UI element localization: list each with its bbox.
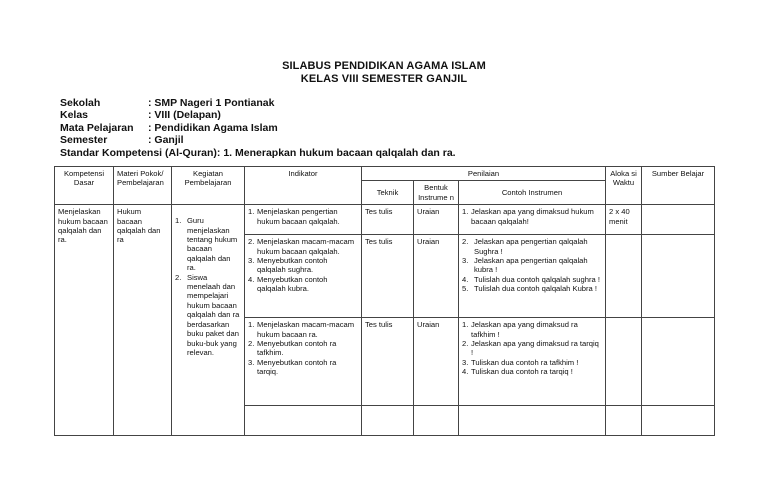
list-item: 5. Tulislah dua contoh qalqalah Kubra ! [462,284,597,294]
meta-key: Mata Pelajaran [60,121,134,134]
cell-indikator [245,205,362,235]
list-item: 3. Jelaskan apa pengertian qalqalah kubra ! [462,256,588,275]
meta-value: : VIII (Delapan) [148,109,221,122]
cell-teknik: Tes tulis [362,205,414,235]
cell-alokasi: 2 x 40 menit [606,205,642,235]
meta-key: Kelas [60,109,89,122]
cell-contoh [459,205,606,235]
cell-bentuk: Uraian [414,205,459,235]
header-row [55,167,715,181]
col-kegiatan: Kegiatan Pembelajaran [172,167,245,205]
table-row [55,205,715,235]
meta-key: Sekolah [60,97,101,109]
cell-teknik: Tes tulis [362,235,414,318]
list-item: 1. Menjelaskan pengertian hukum bacaan qalqalah. [248,207,340,226]
cell-materi: Hukum bacaan qalqalah dan ra [114,205,172,436]
list-item: 1. Jelaskan apa yang dimaksud hukum bacaan qalqalah! [462,207,594,226]
meta-row-sekolah [60,97,456,109]
cell-teknik: Tes tulis [362,318,414,406]
col-kompetensi: Kompetensi Dasar [55,167,114,205]
list-item: 1. Jelaskan apa yang dimaksud ra tafkhim ! [462,320,578,339]
list-item: 4. Tulislah dua contoh qalqalah sughra ! [462,274,600,284]
cell-sumber [642,406,715,436]
list-item: 1. Menjelaskan macam-macam hukum bacaan ra. [248,320,355,339]
cell-alokasi [606,318,642,406]
list-item: 2. Jelaskan apa pengertian qalqalah Sughra ! [462,237,588,256]
meta-row-mapel [60,122,456,134]
cell-bentuk: Uraian [414,235,459,318]
cell-alokasi [606,406,642,436]
col-alokasi: Aloka si Waktu [606,167,642,205]
meta-value: : Ganjil [148,134,184,147]
list-item: 2. Menyebutkan contoh ra tafkhim. [248,339,337,358]
cell-kegiatan [172,205,245,436]
document-subtitle: KELAS VIII SEMESTER GANJIL [300,73,468,85]
list-item: 2. Siswa menelaah dan mempelajari hukum bacaan qalqalah dan ra berdasarkan buku paket dan buku-buk yang relevan. [175,272,240,357]
meta-row-kelas [60,109,456,121]
syllabus-table [54,166,715,436]
col-teknik: Teknik [362,181,414,205]
list-item: 3. Menyebutkan contoh ra tarqiq. [248,357,337,377]
col-indikator: Indikator [245,167,362,205]
syllabus-meta [60,97,456,159]
cell-sumber [642,318,715,406]
cell-alokasi [606,235,642,318]
list-item: 4. Menyebutkan contoh qalqalah kubra. [248,274,328,294]
cell-sumber [642,205,715,235]
cell-contoh [459,318,606,406]
document-title: SILABUS PENDIDIKAN AGAMA ISLAM [282,60,486,72]
meta-value: : SMP Nageri 1 Pontianak [148,97,275,109]
cell-contoh [459,406,606,436]
meta-key: Semester [60,134,108,147]
col-materi: Materi Pokok/ Pembelajaran [114,167,172,205]
col-sumber: Sumber Belajar [642,167,715,205]
list-item: 2. Menjelaskan macam-macam hukum bacaan qalqalah. [248,237,355,256]
cell-teknik [362,406,414,436]
cell-bentuk [414,406,459,436]
list-item: 2. Jelaskan apa yang dimaksud ra tarqiq ! [462,339,599,358]
cell-contoh [459,235,606,318]
cell-indikator [245,318,362,406]
standar-kompetensi: Standar Kompetensi (Al-Quran): 1. Menerapkan hukum bacaan qalqalah dan ra. [60,146,456,159]
col-bentuk: Bentuk Instrume n [414,181,459,205]
cell-sumber [642,235,715,318]
list-item: 4. Tuliskan dua contoh ra tarqiq ! [462,367,573,377]
col-contoh: Contoh Instrumen [459,181,606,205]
meta-row-semester [60,134,456,146]
cell-indikator [245,406,362,436]
meta-value: : Pendidikan Agama Islam [148,121,278,134]
cell-kompetensi: Menjelaskan hukum bacaan qalqalah dan ra. [55,205,114,436]
col-penilaian: Penilaian [362,167,606,181]
cell-indikator [245,235,362,318]
list-item: 3. Tuliskan dua contoh ra tafkhim ! [462,357,579,367]
list-item: 1. Guru menjelaskan tentang hukum bacaan qalqalah dan ra. [175,216,238,273]
cell-bentuk: Uraian [414,318,459,406]
list-item: 3. Menyebutkan contoh qalqalah sughra. [248,256,328,275]
